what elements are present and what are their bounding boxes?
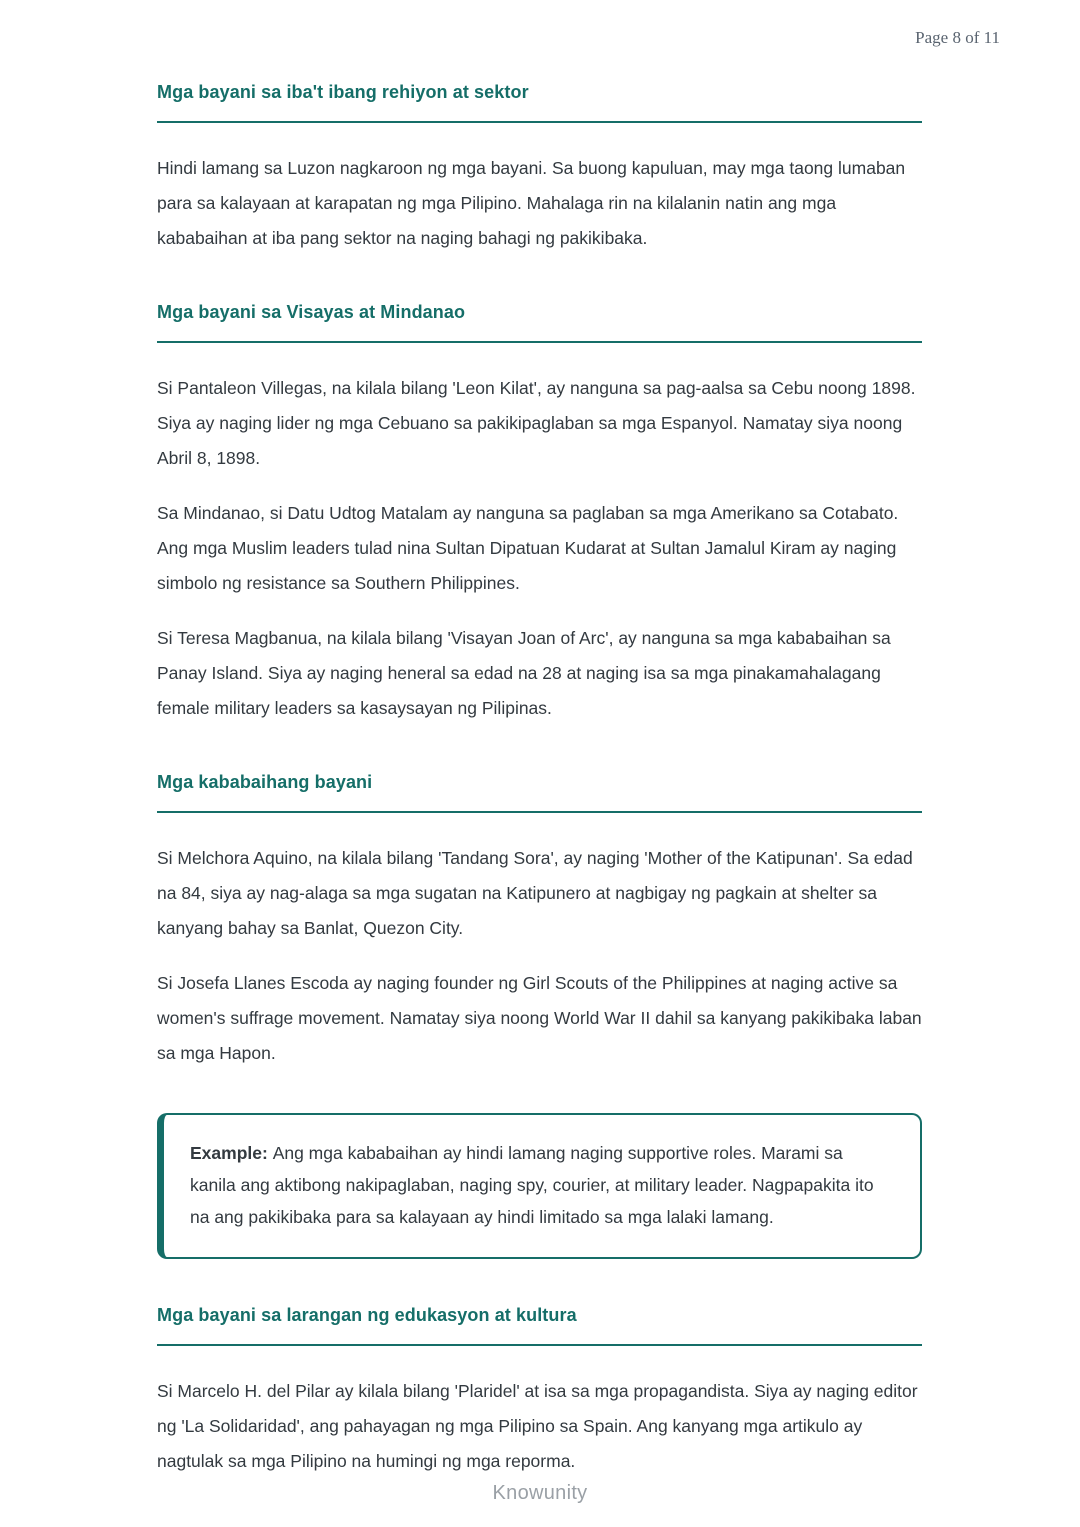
example-paragraph xyxy=(190,1137,890,1233)
paragraph: Si Josefa Llanes Escoda ay naging founder ng Girl Scouts of the Philippines at naging active sa women's suffrage movement. Namatay siya noong World War II dahil sa kanyang pakikibaka laban sa mga Hapon. xyxy=(157,973,922,1063)
section-visayas-mindanao xyxy=(157,302,922,726)
section-heading: Mga bayani sa iba't ibang rehiyon at sektor xyxy=(157,82,922,123)
paragraph: Si Melchora Aquino, na kilala bilang 'Tandang Sora', ay naging 'Mother of the Katipunan'. Sa edad na 84, siya ay nag-alaga sa mga sugatan na Katipunero at nagbigay ng pagkain at shelter sa kanyang bahay sa Banlat, Quezon City. xyxy=(157,848,913,938)
example-callout-box xyxy=(157,1113,922,1259)
paragraph: Si Pantaleon Villegas, na kilala bilang 'Leon Kilat', ay nanguna sa pag-aalsa sa Cebu noong 1898. Siya ay naging lider ng mga Cebuano sa pakikipaglaban sa mga Espanyol. Namatay siya noong Abril 8, 1898. xyxy=(157,378,916,468)
section-rehiyon-at-sektor xyxy=(157,82,922,256)
paragraph: Sa Mindanao, si Datu Udtog Matalam ay nanguna sa paglaban sa mga Amerikano sa Cotabato. Ang mga Muslim leaders tulad nina Sultan Dipatuan Kudarat at Sultan Jamalul Kiram ay naging simbolo ng resistance sa Southern Philippines. xyxy=(157,503,899,593)
footer-brand: Knowunity xyxy=(492,1482,588,1504)
paragraph: Si Marcelo H. del Pilar ay kilala bilang 'Plaridel' at isa sa mga propagandista. Siya ay naging editor ng 'La Solidaridad', ang pahayagan ng mga Pilipino sa Spain. Ang kanyang mga artikulo ay nagtulak sa mga Pilipino na humingi ng mga reporma. xyxy=(157,1381,918,1471)
example-text: Ang mga kababaihan ay hindi lamang naging supportive roles. Marami sa kanila ang aktibong nakipaglaban, naging spy, courier, at military leader. Nagpapakita ito na ang pakikibaka para sa kalayaan ay hindi limitado sa mga lalaki lamang. xyxy=(190,1143,874,1227)
page-number: Page 8 of 11 xyxy=(915,28,1000,47)
paragraph: Si Teresa Magbanua, na kilala bilang 'Visayan Joan of Arc', ay nanguna sa mga kababaihan sa Panay Island. Siya ay naging heneral sa edad na 28 at naging isa sa mga pinakamahalagang female military leaders sa kasaysayan ng Pilipinas. xyxy=(157,628,891,718)
section-heading: Mga bayani sa larangan ng edukasyon at kultura xyxy=(157,1305,922,1346)
section-edukasyon-kultura xyxy=(157,1305,922,1479)
section-kababaihang-bayani xyxy=(157,772,922,1259)
paragraph: Hindi lamang sa Luzon nagkaroon ng mga bayani. Sa buong kapuluan, may mga taong lumaban para sa kalayaan at karapatan ng mga Pilipino. Mahalaga rin na kilalanin natin ang mga kababaihan at iba pang sektor na naging bahagi ng pakikibaka. xyxy=(157,158,906,248)
example-label: Example: xyxy=(190,1143,273,1163)
section-heading: Mga bayani sa Visayas at Mindanao xyxy=(157,302,922,343)
document-content xyxy=(157,0,922,1479)
section-heading: Mga kababaihang bayani xyxy=(157,772,922,813)
